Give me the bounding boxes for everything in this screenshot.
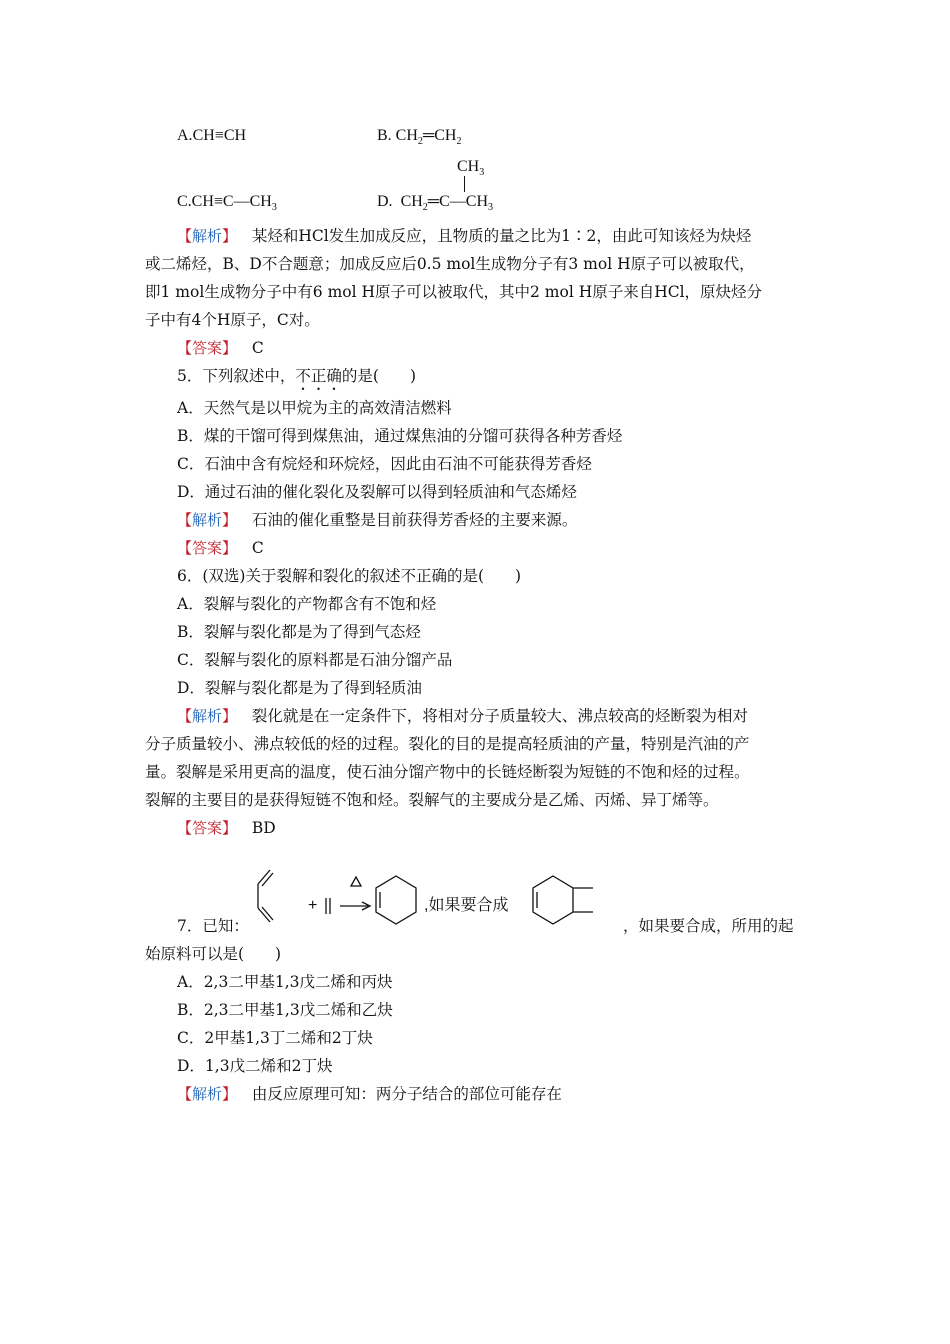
q5-emphasis: 不正确 [295,367,342,385]
q6-analysis-line4: 裂解的主要目的是获得短链不饱和烃。裂解气的主要成分是乙烯、丙烯、异丁烯等。 [145,791,719,809]
q7-option-b: B．2,3二甲基1,3戊二烯和乙炔 [177,1001,393,1019]
q6-answer: 【答案】 BD [177,819,276,837]
q5-stem: 5．下列叙述中，不正确的是( ) [177,367,416,385]
q4-answer: 【答案】 C [177,339,264,357]
q4-option-b: B. $CH_2═CH_2$ [377,127,462,147]
q4-analysis-line1: 【解析】 某烃和HCl发生加成反应，且物质的量之比为1∶2，由此可知该烃为炔烃 [177,227,752,245]
q4-option-d-methyl: $CH_3$ [457,158,485,178]
q7-stem-pre: 7．已知： [177,917,249,935]
q5-option-b: B．煤的干馏可得到煤焦油，通过煤焦油的分馏可获得各种芳香烃 [177,427,623,445]
q5-option-d: D．通过石油的催化裂化及裂解可以得到轻质油和气态烯烃 [177,483,577,501]
q6-stem: 6．(双选)关于裂解和裂化的叙述不正确的是( ) [177,567,522,585]
q6-option-c: C．裂解与裂化的原料都是石油分馏产品 [177,651,453,669]
q5-option-a: A．天然气是以甲烷为主的高效清洁燃料 [177,399,452,417]
q5-option-c: C．石油中含有烷烃和环烷烃，因此由石油不可能获得芳香烃 [177,455,592,473]
butadiene-bond-1 [258,870,270,884]
q6-analysis-line3: 量。裂解是采用更高的温度，使石油分馏产物中的长链烃断裂为短链的不饱和烃的过程。 [145,763,750,781]
heat-triangle [351,877,361,886]
q4-option-d-bond [464,176,465,192]
scheme-text: ,如果要合成 [424,897,509,914]
q4-option-d: D. $CH_2═C—CH_3$ [377,193,494,213]
q5-answer: 【答案】 C [177,539,264,557]
q5-analysis: 【解析】 石油的催化重整是目前获得芳香烃的主要来源。 [177,511,578,529]
q4-option-c: $C.CH\equiv C—CH_3$ [177,193,277,213]
q6-option-d: D．裂解与裂化都是为了得到轻质油 [177,679,422,697]
q7-option-d: D．1,3戊二烯和2丁炔 [177,1057,333,1075]
q7-option-a: A．2,3二甲基1,3戊二烯和丙炔 [177,973,393,991]
q7-stem-line2: 始原料可以是( ) [145,945,282,963]
q4-option-a: A.CH≡CH [177,127,247,144]
analysis-tag: 【解析】 [177,227,238,245]
q4-analysis-line2: 或二烯烃，B、D不合题意；加成反应后0.5 mol生成物分子有3 mol H原子可以被取代， [145,255,755,273]
target-ring [533,876,573,924]
cyclohexene-ring [376,876,416,924]
scheme-plus: + [308,897,318,914]
q7-option-c: C．2甲基1,3丁二烯和2丁炔 [177,1029,373,1047]
q4-analysis-line3: 即1 mol生成物分子中有6 mol H原子可以被取代，其中2 mol H原子来自HCl，原炔烃分 [145,283,763,301]
reaction-scheme [248,862,628,942]
q6-option-b: B．裂解与裂化都是为了得到气态烃 [177,623,421,641]
q6-option-a: A．裂解与裂化的产物都含有不饱和烃 [177,595,437,613]
q6-analysis-line1: 【解析】 裂化就是在一定条件下，将相对分子质量较大、沸点较高的烃断裂为相对 [177,707,748,725]
q6-analysis-line2: 分子质量较小、沸点较低的烃的过程。裂化的目的是提高轻质油的产量，特别是汽油的产 [145,735,750,753]
q7-stem-post: ，如果要合成，所用的起 [623,917,794,935]
q7-analysis: 【解析】 由反应原理可知：两分子结合的部位可能存在 [177,1085,562,1103]
q4-analysis-line4: 子中有4个H原子，C对。 [145,311,320,329]
